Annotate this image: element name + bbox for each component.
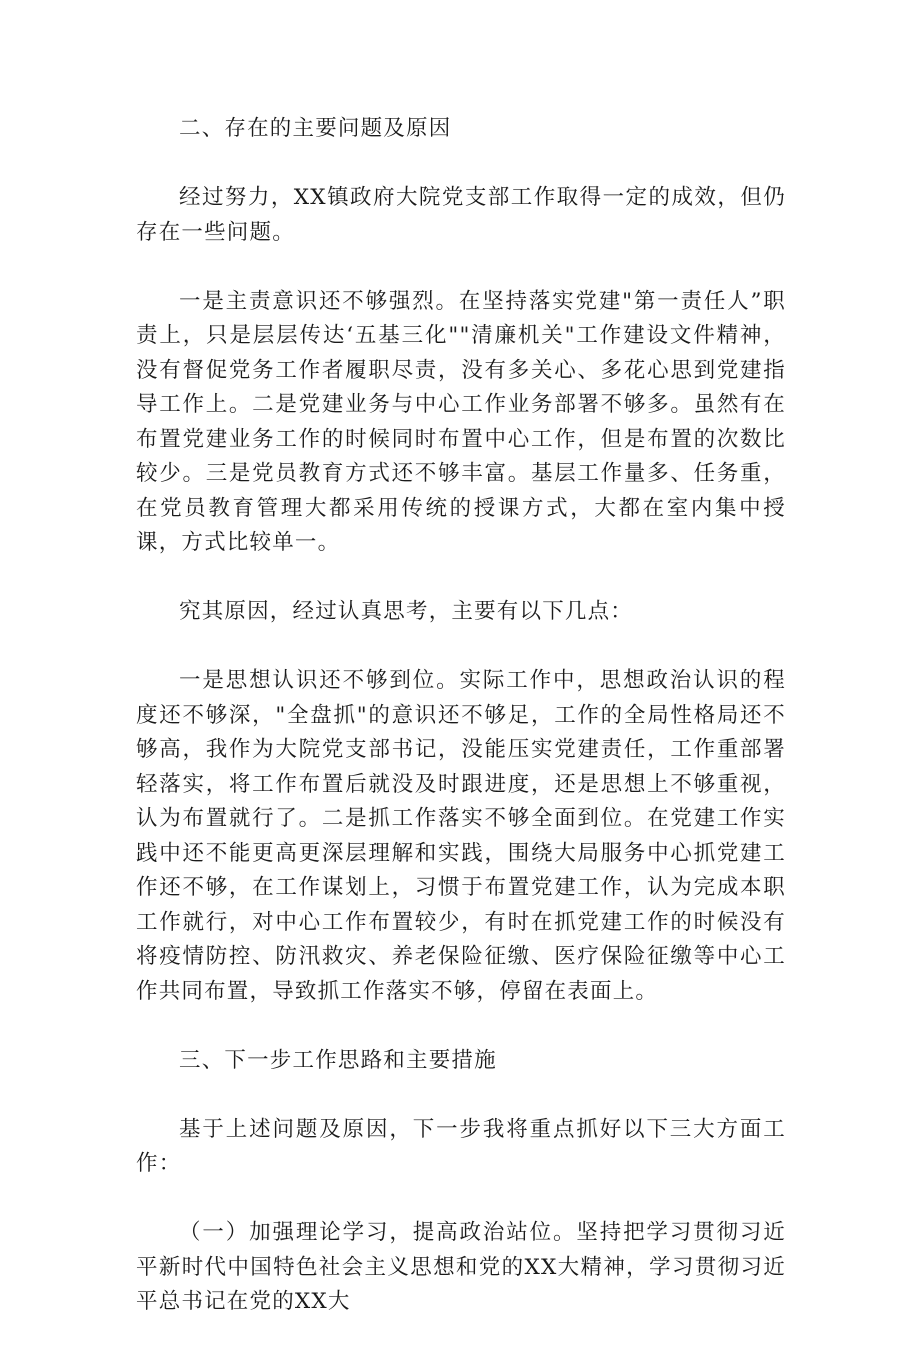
paragraph-measure-1: （一）加强理论学习，提高政治站位。坚持把学习贯彻习近平新时代中国特色社会主义思想和党的XX大精神，学习贯彻习近平总书记在党的XX大 (136, 1220, 786, 1314)
paragraph-next-intro: 基于上述问题及原因，下一步我将重点抓好以下三大方面工作： (136, 1116, 786, 1176)
document-body (136, 112, 786, 1354)
paragraph-reasons: 一是思想认识还不够到位。实际工作中，思想政治认识的程度还不够深，"全盘抓"的意识还不够足，工作的全局性格局还不够高，我作为大院党支部书记，没能压实党建责任，工作重部署轻落实，将工作布置后就没及时跟进度，还是思想上不够重视，认为布置就行了。二是抓工作落实不够全面到位。在党建工作实践中还不能更高更深层理解和实践，围绕大局服务中心抓党建工作还不够，在工作谋划上，习惯于布置党建工作，认为完成本职工作就行，对中心工作布置较少，有时在抓党建工作的时候没有将疫情防控、防汛救灾、养老保险征缴、医疗保险征缴等中心工作共同布置，导致抓工作落实不够，停留在表面上。 (136, 668, 786, 1004)
paragraph-reasons-intro: 究其原因，经过认真思考，主要有以下几点： (179, 599, 634, 624)
section-heading-next-steps: 三、下一步工作思路和主要措施 (179, 1047, 497, 1073)
paragraph-intro: 经过努力，XX镇政府大院党支部工作取得一定的成效，但仍存在一些问题。 (136, 185, 786, 245)
section-heading-problems: 二、存在的主要问题及原因 (179, 116, 452, 141)
paragraph-problems: 一是主责意识还不够强烈。在坚持落实党建"第一责任人”职责上，只是层层传达‘五基三化""清廉机关"工作建设文件精神，没有督促党务工作者履职尽责，没有多关心、多花心思到党建指导工作上。二是党建业务与中心工作业务部署不够多。虽然有在布置党建业务工作的时候同时布置中心工作，但是布置的次数比较少。三是党员教育方式还不够丰富。基层工作量多、任务重，在党员教育管理大都采用传统的授课方式，大都在室内集中授课，方式比较单一。 (136, 288, 786, 555)
